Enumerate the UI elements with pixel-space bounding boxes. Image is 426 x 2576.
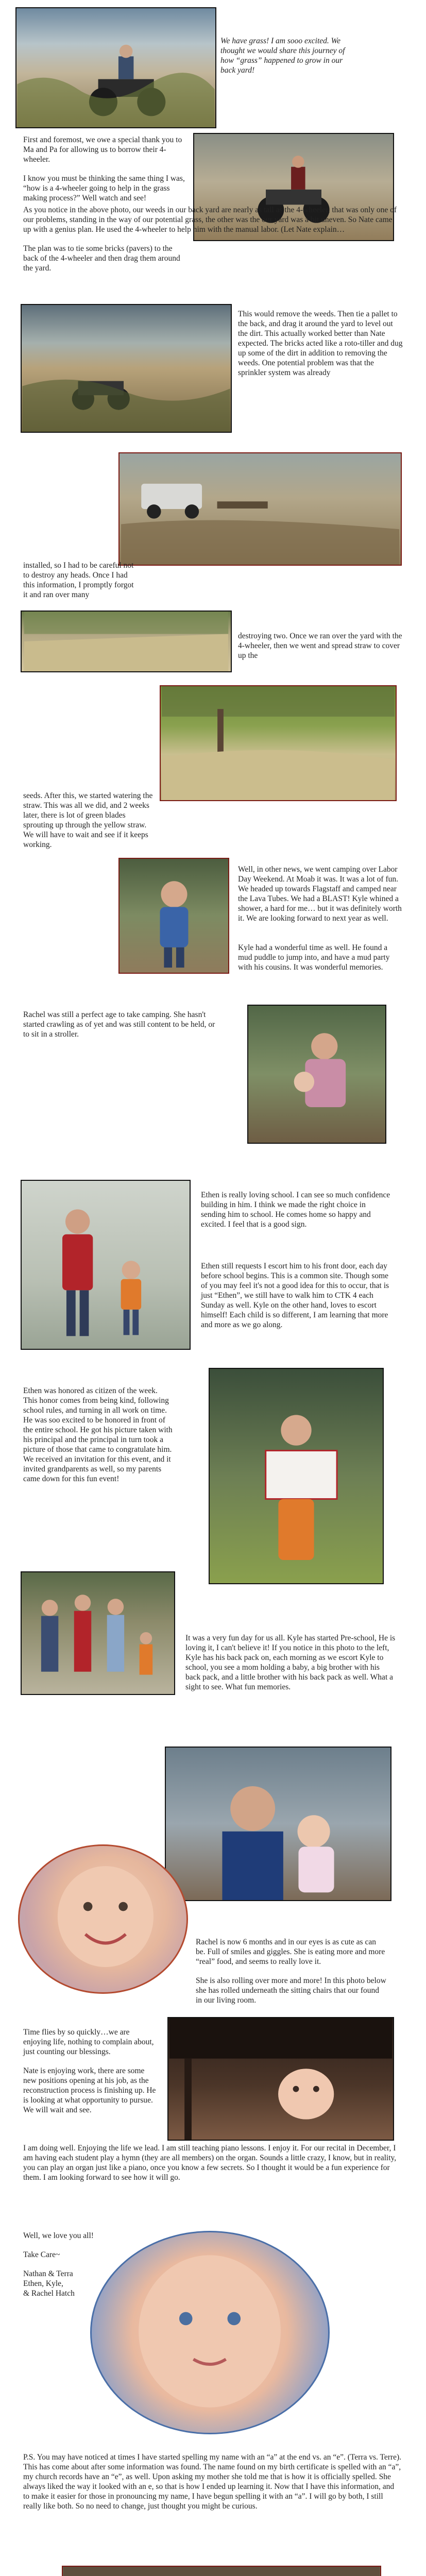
grass-sprouting-photo	[160, 685, 397, 801]
signoff-rachel: & Rachel Hatch	[23, 2289, 75, 2298]
school-text: Ethen is really loving school. I can see so much confidence building in him. I think we made the right choice in sending him to school. He comes home so happy and excited. I feel that is a good sign.	[201, 1191, 390, 1229]
rachel-smile-photo	[18, 1844, 188, 1994]
citizen-of-week-photo	[209, 1368, 384, 1584]
intro-text: We have grass! I am sooo excited. We thought we would share this journey of how “grass” happened to grow in our back yard!	[220, 37, 345, 75]
thank-you-text	[23, 135, 188, 212]
terra-ethen-photo	[21, 1180, 191, 1350]
rachel-six-months-text	[196, 1937, 386, 2014]
sprinkler-text: installed, so I had to be careful not to destroy any heads. Once I had this information, I promptly forgot it and ran over many	[23, 561, 134, 599]
weeds-removal-text: This would remove the weeds. Then tie a pallet to the back, and drag it around the yard to level out the dirt. This actually worked better than Nate expected. The bricks acted like a roto-tiller and dug up some of the dirt in addition to removing the weeds. One potential problem was that the sprinkler system was already	[238, 310, 403, 377]
chair-baby-icon	[168, 2018, 393, 2140]
question-para: I know you must be thinking the same thing I was, “how is a 4-wheeler going to help in the grass making process?” Well watch and see!	[23, 174, 185, 202]
mom-son-icon	[22, 1181, 190, 1349]
watering-text: seeds. After this, we started watering the straw. This was all we did, and 2 weeks later, there is lot of green blades sprouting up through the yellow straw. We will have to wait and see if it keeps working.	[23, 791, 153, 849]
rolling-para: She is also rolling over more and more! In this photo below she has rolled underneath the sitting chairs that our found in our living room.	[196, 1976, 386, 2005]
baby-face-icon	[20, 1846, 186, 1992]
rachel-under-chair-photo	[167, 2017, 394, 2141]
rachel-closeup-photo	[90, 2231, 330, 2434]
citizen-text: Ethen was honored as citizen of the week. This honor comes from being kind, following school rules, and turning in all work on time. He was soo excited to be honored in front of the entire school. He got his picture taken with his principal and the principal in turn took a picture of those that came to congratulate him. We received an invitation for this event, and it invited grandparents as well, so my parents came down for this fun event!	[23, 1386, 173, 1483]
ps-text: P.S. You may have noticed at times I have started spelling my name with an “a” at the end vs. an “e”. (Terra vs. Terre). This has come about after some information was found. The name found on my birth certificate is spelled with an “a”, my church records have an “e”, as well. Upon asking my mother she told me that is how it is officially spelled. She always liked the way it looked with an e, so that is how I ended up learning it. Now that I have this information, and to make it easier for those in pronouncing my name, I have begun spelling it with an “a”. I will go by both, I still really like both. So no need to change, just thought you might be curious.	[23, 2453, 402, 2511]
preschool-text: It was a very fun day for us all. Kyle has started Pre-school, He is loving it, I can't believe it! If you notice in this photo to the left, Kyle has his back pack on, each morning as we escort Kyle to school, you see a mom holding a baby, a big brother with his back pack, and a little brother with his back pack as well. What a sight to see. What fun memories.	[185, 1634, 396, 1691]
family-icon	[22, 1572, 174, 1694]
child-icon	[120, 859, 228, 973]
mom-baby-icon	[248, 1006, 385, 1143]
signoff-kids: Ethen, Kyle,	[23, 2279, 63, 2288]
kyle-camping-photo	[118, 858, 229, 974]
thank-you-para: First and foremost, we owe a special thank you to Ma and Pa for allowing us to borrow their 4-wheeler.	[23, 135, 182, 164]
signoff-parents: Nathan & Terra	[23, 2269, 73, 2278]
dragging-icon	[22, 305, 231, 432]
straw-icon	[22, 612, 231, 671]
truck-yard-photo	[118, 452, 402, 566]
baby-closeup-icon	[92, 2232, 328, 2433]
escort-text: Ethen still requests I escort him to his front door, each day before school begins. This is a common site. Though some of you may feel it's not a good idea for this to occur, that is just “Ethen”, we still have to walk him to CTK 4 each Sunday as well. Kyle on the other hand, loves to escort himself! Each child is so different, I am learning that more and more as we go along.	[201, 1262, 389, 1329]
certificate-icon	[210, 1369, 383, 1583]
blessings-para: Time flies by so quickly…we are enjoying life, nothing to complain about, just counting our blessings.	[23, 2028, 154, 2056]
nate-work-para: Nate is enjoying work, there are some new positions opening at his job, as the reconstruction process is finishing up. He is looking at what opportunity to pursue. We will wait and see.	[23, 2066, 156, 2114]
piano-text: I am doing well. Enjoying the life we lead. I am still teaching piano lessons. I enjoy it. For our recital in December, I am having each student play a hymn (they are all members) on the organ. Sounds a little crazy, I know, but in reality, you can play an organ just like a piano, once you know a few secrets. So I thought it would be a fun experience for them. I am looking forward to see how it will go.	[23, 2144, 397, 2182]
grandpa-rachel-photo	[165, 1747, 391, 1901]
camping-text: Well, in other news, we went camping over Labor Day Weekend. At Moab it was. It was a lot of fun. We headed up towards Flagstaff and camped near the Lava Tubes. We had a BLAST! Kyle whined a shower, a hard for me… but it was definitely worth it. We are looking forward to next year as well.	[238, 865, 402, 923]
truck-icon	[120, 453, 401, 565]
mom-baby-camping-photo	[247, 1005, 386, 1144]
grandparents-school-photo	[21, 1571, 175, 1695]
time-flies-text	[23, 2027, 157, 2124]
kitchen-boy-photo	[62, 2566, 381, 2576]
grass-icon	[161, 686, 396, 800]
four-wheeler-icon	[16, 8, 215, 127]
plan-text	[23, 205, 402, 282]
straw-yard-photo	[21, 611, 232, 672]
grandpa-baby-icon	[166, 1748, 390, 1900]
four-wheeler-photo	[15, 7, 216, 128]
plan-para: As you notice in the above photo, our weeds in our back yard are nearly as tall as the 4-wheeler, that was only one of our problems, standing in the way of our potential grass, the other was the our yard was a bit uneven. So Nate came up with a genius plan. He used the 4-wheeler to help him with the manual labor. (Let Nate explain…	[23, 206, 397, 234]
kitchen-icon	[63, 2567, 380, 2576]
six-months-para: Rachel is now 6 months and in our eyes is as cute as can be. Full of smiles and giggles. She is eating more and more “real” food, and seems to really love it.	[196, 1938, 385, 1966]
rachel-camping-text: Rachel was still a perfect age to take camping. She hasn't started crawling as of yet and was still content to be held, or to sit in a stroller.	[23, 1010, 215, 1039]
mud-text: Kyle had a wonderful time as well. He found a mud puddle to jump into, and have a mud party with his cousins. It was wonderful memories.	[238, 943, 390, 972]
signoff-love: Well, we love you all!	[23, 2231, 94, 2240]
signoff-take-care: Take Care~	[23, 2250, 60, 2259]
pavers-para: The plan was to tie some bricks (pavers) to the back of the 4-wheeler and then drag them around the yard.	[23, 244, 180, 273]
yard-dragging-photo	[21, 304, 232, 433]
straw-text: destroying two. Once we ran over the yard with the 4-wheeler, then we went and spread straw to cover up the	[238, 632, 402, 660]
